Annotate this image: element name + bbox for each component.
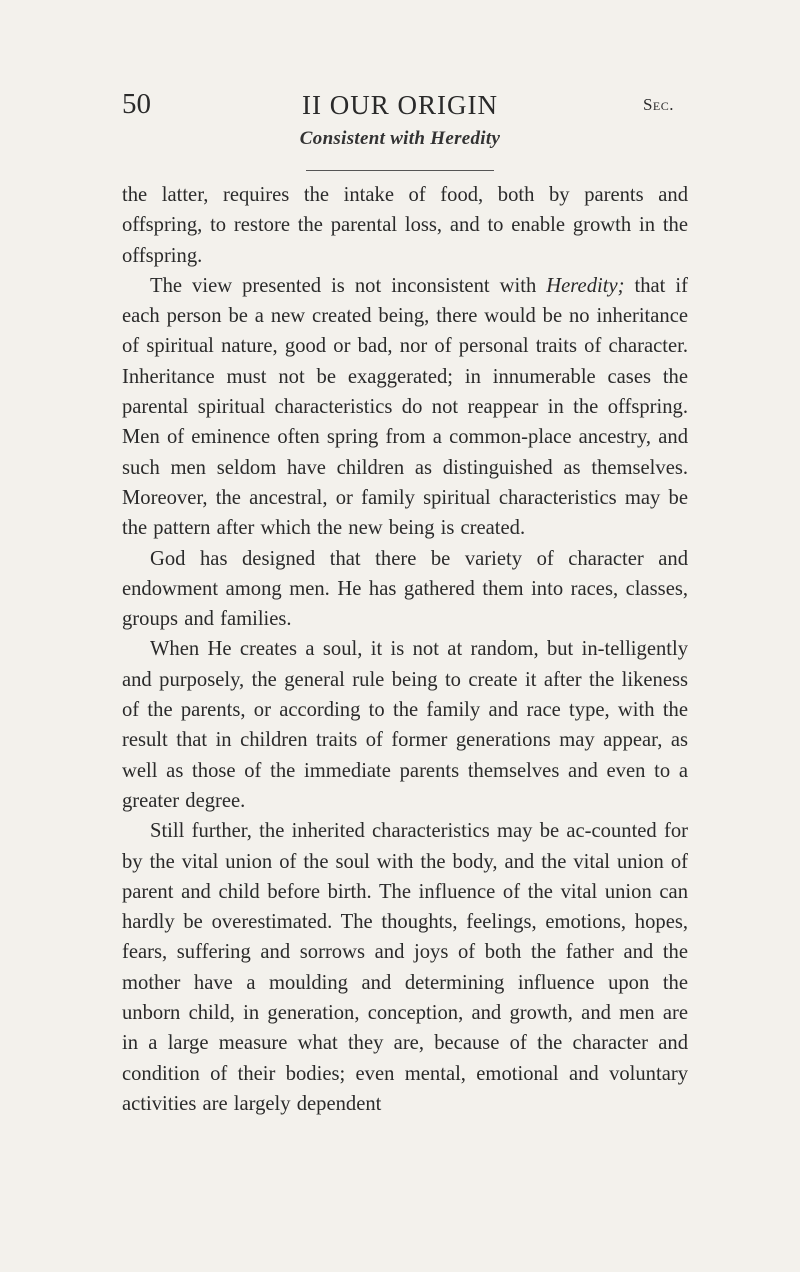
section-label: Sec. bbox=[642, 95, 674, 114]
heading-rule bbox=[306, 170, 494, 171]
emphasis-heredity: Heredity; bbox=[546, 274, 625, 297]
paragraph-text: that if each person be a new created being, there would be no inheritance of spiritual nature, good or bad, nor of personal traits of character. Inheritance must not be exaggerated; in innumerable cases the parental spiritual characteristics do not reappear in the offspring. Men of eminence often spring from a common-place ancestry, and such men seldom have children as distinguished as themselves. Moreover, the ancestral, or family spiritual characteristics may be the pattern after which the new being is created. bbox=[122, 274, 688, 540]
paragraph-continued: the latter, requires the intake of food, both by parents and offspring, to restore the parental loss, and to enable growth in the offspring. bbox=[122, 184, 688, 267]
body-text bbox=[122, 180, 688, 1119]
paragraph-heredity bbox=[122, 271, 688, 544]
paragraph-vital-union: Still further, the inherited characteristics may be ac-counted for by the vital union of the soul with the body, and the vital union of parent and child before birth. The influence of the vital union can hardly be overestimated. The thoughts, feelings, emotions, hopes, fears, suffering and sorrows and joys of both the father and the mother have a moulding and determining influence upon the unborn child, in generation, conception, and growth, and men are in a large measure what they are, because of the character and condition of their bodies; even mental, emotional and voluntary activities are largely dependent bbox=[122, 820, 688, 1115]
paragraph-variety: God has designed that there be variety of character and endowment among men. He has gathered them into races, classes, groups and families. bbox=[122, 547, 688, 631]
page-number: 50 bbox=[122, 88, 151, 120]
section-heading: Consistent with Heredity bbox=[299, 128, 501, 149]
paragraph-text: The view presented is not inconsistent with bbox=[150, 274, 547, 297]
page-header bbox=[0, 88, 800, 128]
paragraph-creation: When He creates a soul, it is not at random, but in-telligently and purposely, the general rule being to create it after the likeness of the parents, or according to the family and race type, with the result that in children traits of former generations may appear, as well as those of the immediate parents themselves and even to a greater degree. bbox=[122, 638, 688, 812]
running-head: II OUR ORIGIN bbox=[302, 90, 498, 120]
